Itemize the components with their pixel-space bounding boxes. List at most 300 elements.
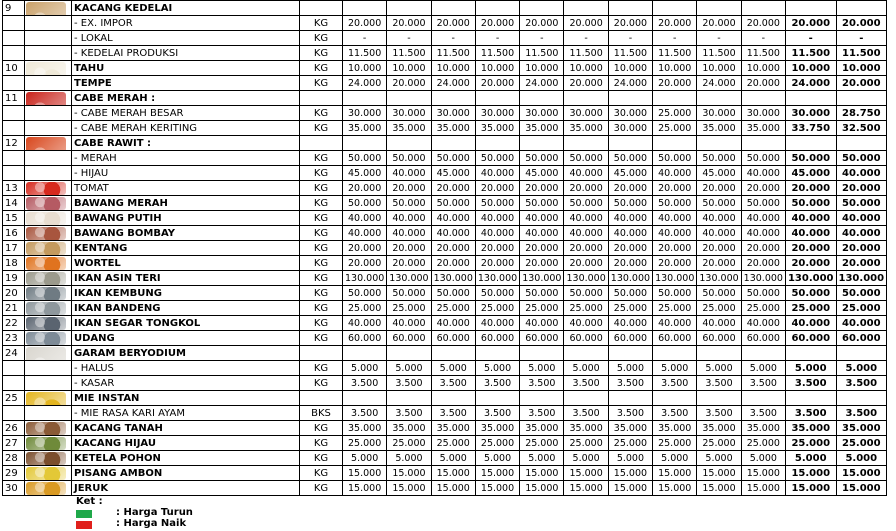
- price-cell: 3.500: [653, 376, 697, 391]
- price-cell: 60.000: [343, 331, 387, 346]
- legend-label-down: : Harga Turun: [116, 507, 193, 518]
- price-cell: 130.000: [697, 271, 741, 286]
- price-cell: [785, 1, 836, 16]
- price-cell: 11.500: [343, 46, 387, 61]
- price-cell: 40.000: [343, 211, 387, 226]
- commodity-name: IKAN SEGAR TONGKOL: [72, 316, 300, 331]
- row-number: 29: [3, 466, 25, 481]
- commodity-name: KACANG TANAH: [72, 421, 300, 436]
- price-cell: [520, 391, 564, 406]
- unit-cell: KG: [300, 481, 343, 496]
- price-cell: 25.000: [836, 301, 887, 316]
- price-cell: [741, 136, 785, 151]
- row-number: [3, 361, 25, 376]
- commodity-name: WORTEL: [72, 256, 300, 271]
- commodity-name: KACANG HIJAU: [72, 436, 300, 451]
- orange-photo: [26, 482, 66, 495]
- price-cell: [343, 346, 387, 361]
- price-cell: 5.000: [564, 361, 608, 376]
- unit-cell: KG: [300, 316, 343, 331]
- unit-cell: KG: [300, 121, 343, 136]
- unit-cell: KG: [300, 451, 343, 466]
- price-cell: [785, 346, 836, 361]
- price-cell: 15.000: [741, 466, 785, 481]
- price-cell: 20.000: [431, 256, 475, 271]
- price-cell: 20.000: [836, 16, 887, 31]
- price-cell: 25.000: [608, 301, 652, 316]
- row-number: 22: [3, 316, 25, 331]
- row-number: 27: [3, 436, 25, 451]
- price-cell: 50.000: [741, 151, 785, 166]
- price-cell: 10.000: [653, 61, 697, 76]
- price-cell: 5.000: [741, 451, 785, 466]
- row-number: [3, 16, 25, 31]
- commodity-photo-cell: [25, 436, 72, 451]
- price-cell: 10.000: [475, 61, 519, 76]
- bird-chili-photo: [26, 137, 66, 151]
- price-cell: 20.000: [387, 241, 431, 256]
- price-cell: 50.000: [608, 196, 652, 211]
- row-number: [3, 46, 25, 61]
- table-row: [3, 181, 887, 196]
- price-cell: 40.000: [836, 211, 887, 226]
- commodity-photo-cell: [25, 61, 72, 76]
- price-cell: 24.000: [785, 76, 836, 91]
- price-table: [2, 0, 887, 496]
- price-cell: [741, 391, 785, 406]
- price-cell: -: [431, 31, 475, 46]
- unit-cell: KG: [300, 301, 343, 316]
- price-cell: [343, 91, 387, 106]
- unit-cell: KG: [300, 421, 343, 436]
- price-cell: 3.500: [785, 376, 836, 391]
- row-number: [3, 151, 25, 166]
- price-cell: 35.000: [387, 121, 431, 136]
- price-cell: 3.500: [343, 406, 387, 421]
- noodle-pack-photo: [26, 392, 66, 406]
- price-cell: 45.000: [343, 166, 387, 181]
- price-cell: 20.000: [697, 16, 741, 31]
- price-cell: 15.000: [564, 466, 608, 481]
- price-cell: 40.000: [475, 166, 519, 181]
- unit-cell: KG: [300, 151, 343, 166]
- price-cell: 20.000: [741, 16, 785, 31]
- red-chili-photo: [26, 92, 66, 106]
- banana-photo: [26, 467, 66, 480]
- commodity-photo-cell: [25, 91, 72, 106]
- commodity-photo-cell: [25, 1, 72, 16]
- price-cell: [608, 136, 652, 151]
- price-cell: 11.500: [431, 46, 475, 61]
- price-cell: 10.000: [520, 61, 564, 76]
- mackerel-photo: [26, 287, 66, 300]
- row-number: [3, 376, 25, 391]
- price-cell: 3.500: [608, 376, 652, 391]
- unit-cell: [300, 136, 343, 151]
- price-cell: 40.000: [475, 316, 519, 331]
- price-cell: 20.000: [475, 256, 519, 271]
- price-cell: 25.000: [653, 121, 697, 136]
- price-cell: 40.000: [564, 226, 608, 241]
- price-cell: 50.000: [475, 286, 519, 301]
- commodity-photo-cell: [25, 226, 72, 241]
- onion-photo: [26, 227, 66, 240]
- mung-bean-photo: [26, 437, 66, 450]
- price-cell: [520, 136, 564, 151]
- price-cell: 15.000: [741, 481, 785, 496]
- price-cell: [475, 91, 519, 106]
- table-row: [3, 121, 887, 136]
- unit-cell: KG: [300, 286, 343, 301]
- unit-cell: KG: [300, 196, 343, 211]
- commodity-photo-cell: [25, 46, 72, 61]
- price-cell: 130.000: [836, 271, 887, 286]
- commodity-name: - MERAH: [72, 151, 300, 166]
- commodity-photo-cell: [25, 76, 72, 91]
- price-cell: 35.000: [520, 421, 564, 436]
- price-cell: 5.000: [431, 451, 475, 466]
- price-cell: 50.000: [387, 196, 431, 211]
- price-cell: [741, 91, 785, 106]
- price-cell: [741, 1, 785, 16]
- price-cell: [343, 391, 387, 406]
- commodity-name: JERUK: [72, 481, 300, 496]
- price-cell: 130.000: [564, 271, 608, 286]
- price-cell: 50.000: [785, 196, 836, 211]
- price-cell: [564, 91, 608, 106]
- price-cell: 20.000: [836, 256, 887, 271]
- price-cell: 10.000: [741, 61, 785, 76]
- price-cell: 130.000: [343, 271, 387, 286]
- commodity-photo-cell: [25, 121, 72, 136]
- price-cell: 15.000: [564, 481, 608, 496]
- price-cell: 20.000: [785, 181, 836, 196]
- anchovy-photo: [26, 272, 66, 285]
- price-cell: 50.000: [697, 151, 741, 166]
- commodity-name: MIE INSTAN: [72, 391, 300, 406]
- price-cell: 60.000: [608, 331, 652, 346]
- garlic-photo: [26, 212, 66, 225]
- price-cell: 20.000: [697, 241, 741, 256]
- price-cell: 45.000: [431, 166, 475, 181]
- price-cell: 40.000: [741, 166, 785, 181]
- price-cell: -: [653, 31, 697, 46]
- price-cell: 15.000: [475, 466, 519, 481]
- table-row: [3, 1, 887, 16]
- row-number: 15: [3, 211, 25, 226]
- table-row: [3, 211, 887, 226]
- price-cell: 50.000: [520, 151, 564, 166]
- price-cell: 3.500: [431, 376, 475, 391]
- price-cell: 25.000: [741, 301, 785, 316]
- price-cell: 20.000: [785, 16, 836, 31]
- price-cell: -: [564, 31, 608, 46]
- price-cell: 25.000: [431, 301, 475, 316]
- price-cell: 40.000: [520, 316, 564, 331]
- price-cell: 35.000: [431, 421, 475, 436]
- price-cell: 35.000: [836, 421, 887, 436]
- price-cell: 25.000: [564, 436, 608, 451]
- price-cell: 25.000: [836, 436, 887, 451]
- price-cell: 20.000: [564, 16, 608, 31]
- price-cell: [653, 1, 697, 16]
- price-cell: 3.500: [431, 406, 475, 421]
- price-cell: [697, 391, 741, 406]
- unit-cell: KG: [300, 31, 343, 46]
- price-cell: [431, 391, 475, 406]
- table-row: [3, 331, 887, 346]
- price-cell: 130.000: [785, 271, 836, 286]
- price-cell: 40.000: [836, 166, 887, 181]
- row-number: 20: [3, 286, 25, 301]
- price-cell: 60.000: [785, 331, 836, 346]
- price-cell: [697, 346, 741, 361]
- row-number: [3, 166, 25, 181]
- price-cell: 15.000: [836, 466, 887, 481]
- unit-cell: BKS: [300, 406, 343, 421]
- price-cell: 3.500: [697, 376, 741, 391]
- price-cell: 20.000: [520, 16, 564, 31]
- unit-cell: KG: [300, 241, 343, 256]
- price-cell: 20.000: [608, 241, 652, 256]
- price-cell: 15.000: [785, 466, 836, 481]
- unit-cell: [300, 391, 343, 406]
- commodity-name: IKAN ASIN TERI: [72, 271, 300, 286]
- price-cell: 5.000: [785, 451, 836, 466]
- price-cell: [836, 346, 887, 361]
- price-cell: 33.750: [785, 121, 836, 136]
- price-cell: 5.000: [608, 451, 652, 466]
- price-cell: [697, 1, 741, 16]
- price-cell: 40.000: [741, 211, 785, 226]
- price-cell: 45.000: [697, 166, 741, 181]
- table-row: [3, 481, 887, 496]
- row-number: 28: [3, 451, 25, 466]
- price-cell: [520, 346, 564, 361]
- price-cell: 20.000: [653, 76, 697, 91]
- unit-cell: KG: [300, 61, 343, 76]
- price-cell: 45.000: [520, 166, 564, 181]
- commodity-name: GARAM BERYODIUM: [72, 346, 300, 361]
- price-cell: 15.000: [836, 481, 887, 496]
- commodity-name: - HALUS: [72, 361, 300, 376]
- price-cell: 15.000: [785, 481, 836, 496]
- row-number: 30: [3, 481, 25, 496]
- table-row: [3, 241, 887, 256]
- price-cell: 50.000: [431, 151, 475, 166]
- price-cell: 25.000: [697, 436, 741, 451]
- price-cell: 11.500: [653, 46, 697, 61]
- price-cell: [564, 346, 608, 361]
- price-cell: 5.000: [343, 451, 387, 466]
- price-cell: 20.000: [520, 181, 564, 196]
- price-cell: 40.000: [608, 316, 652, 331]
- price-cell: 30.000: [608, 106, 652, 121]
- price-cell: 5.000: [836, 361, 887, 376]
- price-cell: 50.000: [431, 286, 475, 301]
- commodity-photo-cell: [25, 271, 72, 286]
- price-cell: 35.000: [343, 121, 387, 136]
- price-cell: 35.000: [564, 421, 608, 436]
- price-cell: 11.500: [387, 46, 431, 61]
- price-cell: 25.000: [431, 436, 475, 451]
- commodity-photo-cell: [25, 316, 72, 331]
- potato-photo: [26, 242, 66, 255]
- price-cell: [431, 91, 475, 106]
- table-row: [3, 376, 887, 391]
- price-cell: 50.000: [608, 286, 652, 301]
- commodity-photo-cell: [25, 241, 72, 256]
- price-cell: 40.000: [653, 316, 697, 331]
- commodity-photo-cell: [25, 136, 72, 151]
- price-cell: 30.000: [564, 106, 608, 121]
- price-cell: 35.000: [697, 421, 741, 436]
- price-cell: 5.000: [653, 451, 697, 466]
- price-cell: 5.000: [697, 451, 741, 466]
- legend-swatch-down: [76, 510, 92, 518]
- price-cell: 3.500: [387, 376, 431, 391]
- price-cell: 50.000: [653, 196, 697, 211]
- price-cell: 130.000: [653, 271, 697, 286]
- price-cell: 130.000: [387, 271, 431, 286]
- price-cell: [431, 136, 475, 151]
- price-cell: 40.000: [475, 211, 519, 226]
- price-cell: -: [697, 31, 741, 46]
- commodity-photo-cell: [25, 196, 72, 211]
- price-cell: 5.000: [387, 451, 431, 466]
- legend-label-up: : Harga Naik: [116, 518, 187, 529]
- unit-cell: KG: [300, 181, 343, 196]
- price-cell: 3.500: [785, 406, 836, 421]
- price-cell: [653, 391, 697, 406]
- price-cell: 50.000: [520, 286, 564, 301]
- price-cell: 40.000: [387, 226, 431, 241]
- price-cell: 50.000: [343, 196, 387, 211]
- price-cell: [520, 91, 564, 106]
- price-cell: 50.000: [608, 151, 652, 166]
- price-cell: 35.000: [343, 421, 387, 436]
- price-cell: 50.000: [785, 286, 836, 301]
- price-cell: 30.000: [387, 106, 431, 121]
- table-row: [3, 421, 887, 436]
- price-cell: 20.000: [785, 241, 836, 256]
- table-row: [3, 46, 887, 61]
- price-cell: 20.000: [343, 16, 387, 31]
- commodity-photo-cell: [25, 31, 72, 46]
- price-cell: 40.000: [653, 166, 697, 181]
- price-cell: 15.000: [653, 481, 697, 496]
- price-cell: 20.000: [741, 241, 785, 256]
- table-row: [3, 256, 887, 271]
- price-cell: 20.000: [431, 241, 475, 256]
- price-cell: 5.000: [836, 451, 887, 466]
- price-cell: [475, 391, 519, 406]
- price-cell: 28.750: [836, 106, 887, 121]
- price-cell: 3.500: [520, 376, 564, 391]
- unit-cell: KG: [300, 466, 343, 481]
- commodity-photo-cell: [25, 16, 72, 31]
- price-cell: 20.000: [785, 256, 836, 271]
- price-cell: [697, 136, 741, 151]
- row-number: 16: [3, 226, 25, 241]
- price-cell: 50.000: [475, 151, 519, 166]
- row-number: [3, 406, 25, 421]
- commodity-name: PISANG AMBON: [72, 466, 300, 481]
- price-cell: 50.000: [836, 196, 887, 211]
- price-cell: 60.000: [475, 331, 519, 346]
- price-cell: [836, 1, 887, 16]
- price-cell: 20.000: [564, 76, 608, 91]
- table-row: [3, 406, 887, 421]
- price-cell: 50.000: [564, 196, 608, 211]
- cassava-photo: [26, 452, 66, 465]
- price-cell: [387, 391, 431, 406]
- price-cell: 35.000: [387, 421, 431, 436]
- price-cell: 40.000: [697, 226, 741, 241]
- price-cell: 20.000: [387, 256, 431, 271]
- price-cell: 50.000: [520, 196, 564, 211]
- price-cell: [431, 346, 475, 361]
- unit-cell: KG: [300, 331, 343, 346]
- price-cell: -: [387, 31, 431, 46]
- price-cell: [836, 91, 887, 106]
- price-cell: 5.000: [697, 361, 741, 376]
- price-cell: 3.500: [653, 406, 697, 421]
- price-cell: 15.000: [431, 481, 475, 496]
- table-row: [3, 346, 887, 361]
- price-cell: 50.000: [564, 286, 608, 301]
- commodity-name: KACANG KEDELAI: [72, 1, 300, 16]
- commodity-photo-cell: [25, 481, 72, 496]
- unit-cell: KG: [300, 361, 343, 376]
- row-number: 25: [3, 391, 25, 406]
- price-cell: 3.500: [475, 406, 519, 421]
- tofu-photo: [26, 62, 66, 76]
- table-row: [3, 226, 887, 241]
- row-number: 26: [3, 421, 25, 436]
- price-cell: 40.000: [387, 211, 431, 226]
- price-cell: 50.000: [741, 196, 785, 211]
- price-cell: 25.000: [653, 436, 697, 451]
- price-cell: 40.000: [608, 211, 652, 226]
- commodity-photo-cell: [25, 256, 72, 271]
- commodity-name: IKAN KEMBUNG: [72, 286, 300, 301]
- price-cell: 35.000: [741, 421, 785, 436]
- shallot-photo: [26, 197, 66, 210]
- soybeans-photo: [26, 2, 66, 16]
- price-cell: 24.000: [608, 76, 652, 91]
- price-cell: 3.500: [836, 406, 887, 421]
- price-cell: 40.000: [520, 226, 564, 241]
- price-cell: [387, 91, 431, 106]
- price-cell: 15.000: [697, 466, 741, 481]
- table-row: [3, 391, 887, 406]
- row-number: 23: [3, 331, 25, 346]
- price-cell: 40.000: [343, 226, 387, 241]
- commodity-photo-cell: [25, 391, 72, 406]
- unit-cell: KG: [300, 16, 343, 31]
- price-cell: 3.500: [343, 376, 387, 391]
- price-cell: 60.000: [520, 331, 564, 346]
- price-cell: 5.000: [564, 451, 608, 466]
- commodity-name: - CABE MERAH BESAR: [72, 106, 300, 121]
- table-row: [3, 91, 887, 106]
- commodity-name: CABE MERAH :: [72, 91, 300, 106]
- price-cell: 40.000: [785, 316, 836, 331]
- price-cell: 40.000: [653, 226, 697, 241]
- price-cell: 25.000: [697, 301, 741, 316]
- table-row: [3, 166, 887, 181]
